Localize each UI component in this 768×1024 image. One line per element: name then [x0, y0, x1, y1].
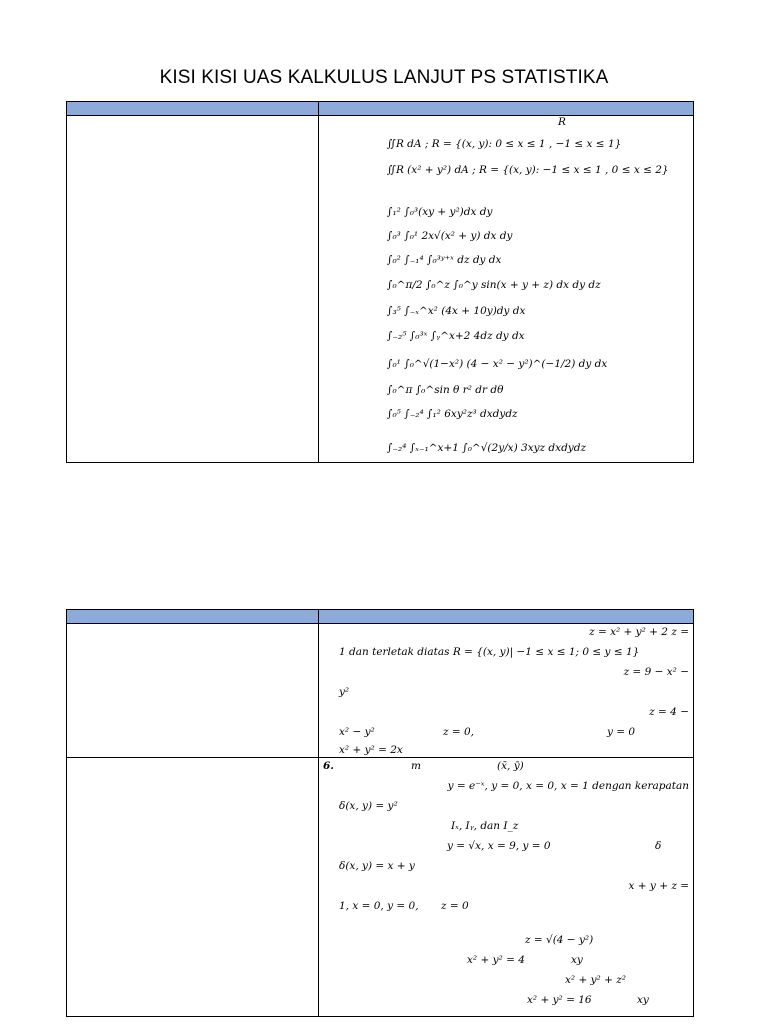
table-2-row-2 [67, 758, 694, 1017]
table-2-row-1-right-cell [319, 624, 694, 758]
table-2-header-left [67, 610, 319, 624]
circle-radius-2: x² + y² = 4 [467, 954, 525, 966]
centroid-symbol: (x̄, ȳ) [497, 760, 524, 772]
density-function-1: δ(x, y) = y² [339, 800, 398, 812]
density-symbol: δ [655, 840, 662, 852]
surface-sqrt: z = √(4 − y²) [525, 934, 594, 946]
table-2-header-right [319, 610, 694, 624]
sphere-expression: x² + y² + z² [565, 974, 626, 986]
iterated-integral-8: ∫₀^π ∫₀^sin θ r² dr dθ [387, 384, 504, 396]
iterated-integral-3: ∫₀² ∫₋₁⁴ ∫₀³ʸ⁺ˣ dz dy dx [387, 254, 502, 266]
plane-y-zero: y = 0 [607, 726, 636, 738]
page-title: KISI KISI UAS KALKULUS LANJUT PS STATISTIKA [159, 67, 609, 88]
table-1-row [67, 116, 694, 463]
iterated-integral-1: ∫₁² ∫₀³(xy + y²)dx dy [387, 206, 493, 218]
surface-equation-1: z = x² + y² + 2 z = [589, 626, 689, 638]
double-integral-2: ∬R (x² + y²) dA ; R = {(x, y): −1 ≤ x ≤ 1 , 0 ≤ x ≤ 2} [387, 164, 669, 176]
table-2-row-2-right-cell [319, 758, 694, 1017]
table-2 [66, 609, 694, 1017]
table-2-header-row [67, 610, 694, 624]
mass-symbol: m [411, 760, 421, 772]
surface-equation-3b: x² − y² [339, 726, 375, 738]
iterated-integral-9: ∫₀⁵ ∫₋₂⁴ ∫₁² 6xy²z³ dxdydz [387, 408, 518, 420]
table-2-row-1 [67, 624, 694, 758]
iterated-integral-2: ∫₀³ ∫₀¹ 2x√(x² + y) dx dy [387, 230, 513, 242]
surface-equation-2a: z = 9 − x² − [623, 666, 689, 678]
iterated-integral-5: ∫₃⁵ ∫₋ₓ^x² (4x + 10y)dy dx [387, 305, 526, 317]
region-statement: 1 dan terletak diatas R = {(x, y)| −1 ≤ x ≤ 1; 0 ≤ y ≤ 1} [339, 646, 640, 658]
table-1-right-cell [319, 116, 694, 463]
table-1 [66, 101, 694, 463]
item-number: 6. [323, 760, 334, 772]
table-2-row-1-left-cell [67, 624, 319, 758]
moments-of-inertia: Iₓ, Iᵧ, dan I_z [451, 820, 519, 832]
circle-radius-4: x² + y² = 16 [527, 994, 592, 1006]
lamina-boundary-1: y = e⁻ˣ, y = 0, x = 0, x = 1 dengan kerapatan [447, 780, 689, 792]
table-1-header-right [319, 102, 694, 116]
tetrahedron-plane: x + y + z = [628, 880, 689, 892]
xy-plane-label-2: xy [637, 994, 649, 1006]
region-label: R [558, 116, 566, 128]
double-integral-1: ∬R dA ; R = {(x, y): 0 ≤ x ≤ 1 , −1 ≤ x ≤ 1} [387, 138, 622, 150]
table-1-left-cell [67, 116, 319, 463]
plane-z-zero: z = 0, [443, 726, 475, 738]
cylinder-equation: x² + y² = 2x [339, 744, 403, 756]
table-1-header-left [67, 102, 319, 116]
iterated-integral-10: ∫₋₂⁴ ∫ₓ₋₁^x+1 ∫₀^√(2y/x) 3xyz dxdydz [387, 442, 586, 454]
surface-equation-2b: y² [339, 686, 350, 698]
iterated-integral-4: ∫₀^π/2 ∫₀^z ∫₀^y sin(x + y + z) dx dy dz [387, 279, 601, 291]
lamina-boundary-2: y = √x, x = 9, y = 0 [447, 840, 551, 852]
surface-equation-3a: z = 4 − [649, 706, 689, 718]
iterated-integral-7: ∫₀¹ ∫₀^√(1−x²) (4 − x² − y²)^(−1/2) dy dx [387, 358, 608, 370]
tetrahedron-bounds: 1, x = 0, y = 0, [339, 900, 419, 912]
density-function-2: δ(x, y) = x + y [339, 860, 415, 872]
table-2-row-2-left-cell [67, 758, 319, 1017]
tetrahedron-z-bound: z = 0 [441, 900, 469, 912]
iterated-integral-6: ∫₋₂⁵ ∫₀³ˣ ∫ᵧ^x+2 4dz dy dx [387, 330, 525, 342]
table-1-header-row [67, 102, 694, 116]
xy-plane-label-1: xy [571, 954, 583, 966]
